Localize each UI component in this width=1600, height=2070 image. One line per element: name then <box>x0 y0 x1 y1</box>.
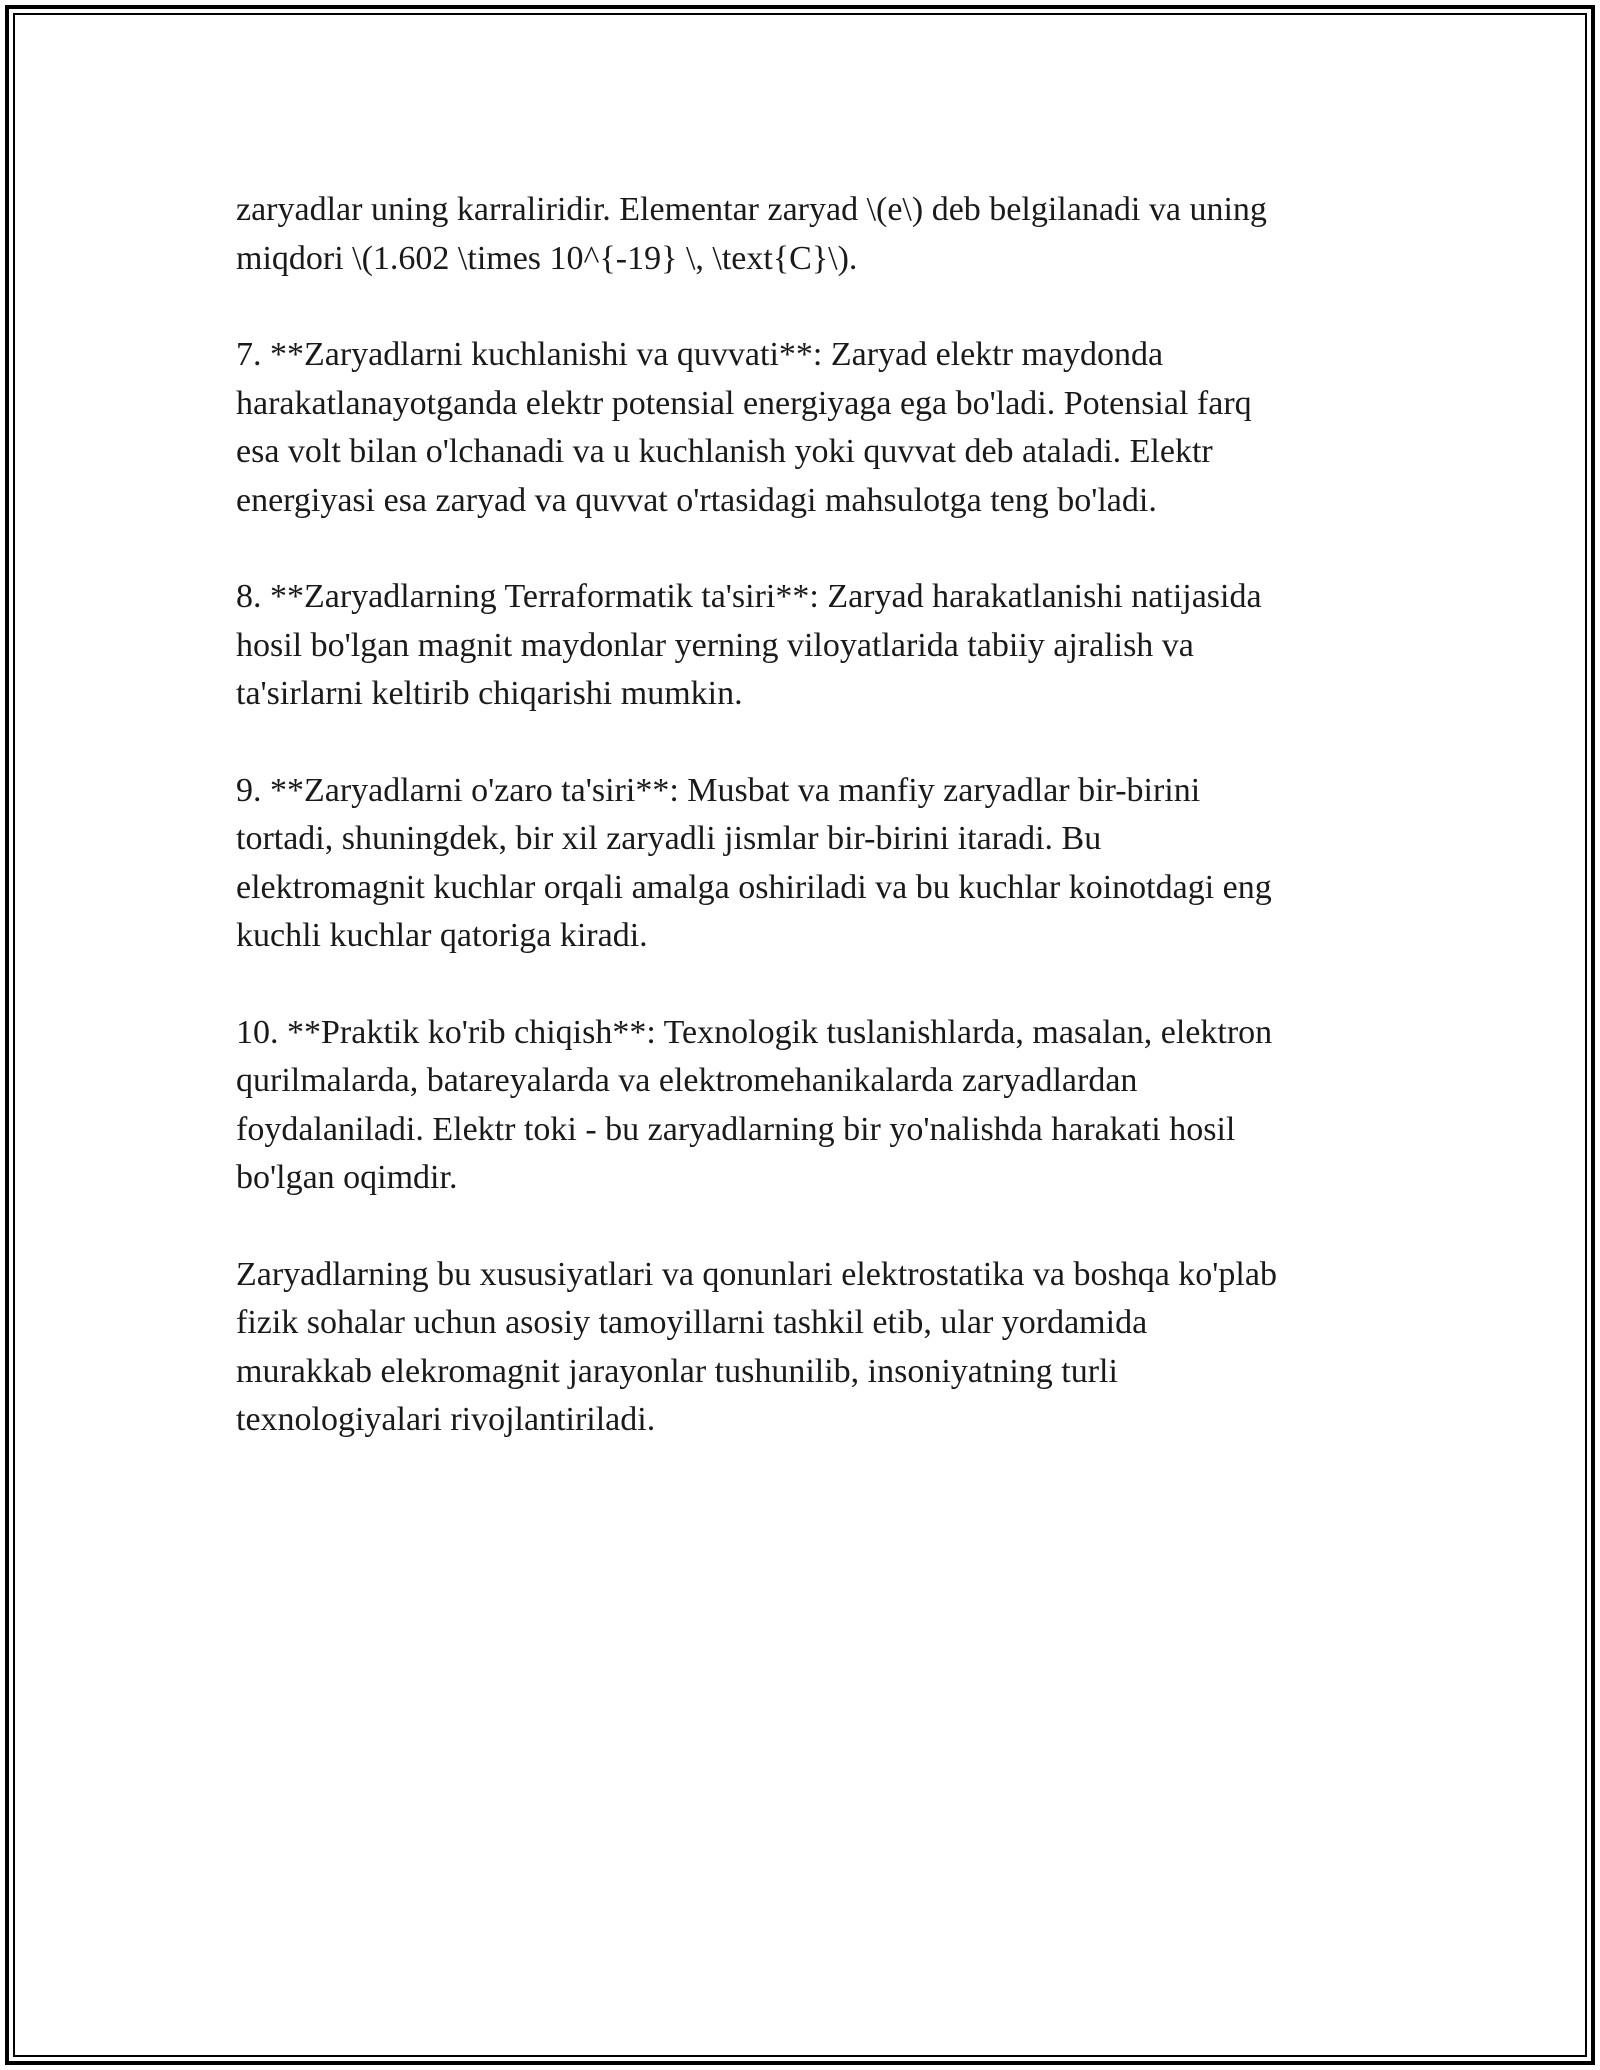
text-line: murakkab elekromagnit jarayonlar tushunilib, insoniyatning turli <box>236 1352 1118 1390</box>
text-line: energiyasi esa zaryad va quvvat o'rtasidagi mahsulotga teng bo'ladi. <box>236 481 1157 519</box>
text-line: hosil bo'lgan magnit maydonlar yerning viloyatlarida tabiiy ajralish va <box>236 626 1194 664</box>
text-line: miqdori \(1.602 \times 10^{-19} \, \text{C}\). <box>236 239 858 277</box>
document-body <box>236 186 1366 1493</box>
text-line: kuchli kuchlar qatoriga kiradi. <box>236 917 648 954</box>
text-line: 10. **Praktik ko'rib chiqish**: Texnologik tuslanishlarda, masalan, elektron <box>236 1013 1273 1051</box>
text-line: 9. **Zaryadlarni o'zaro ta'siri**: Musbat va manfiy zaryadlar bir-birini <box>236 771 1201 809</box>
text-line: harakatlanayotganda elektr potensial energiyaga ega bo'ladi. Potensial farq <box>236 384 1252 422</box>
text-line: tortadi, shuningdek, bir xil zaryadli jismlar bir-birini itaradi. Bu <box>236 820 1102 857</box>
text-line: elektromagnit kuchlar orqali amalga oshiriladi va bu kuchlar koinotdagi eng <box>236 868 1272 906</box>
paragraph-item-10 <box>236 1009 1366 1203</box>
paragraph-elementar-zaryad <box>236 186 1366 283</box>
text-line: qurilmalarda, batareyalarda va elektromehanikalarda zaryadlardan <box>236 1062 1138 1099</box>
paragraph-conclusion <box>236 1251 1366 1445</box>
text-line: texnologiyalari rivojlantiriladi. <box>236 1401 656 1438</box>
text-line: bo'lgan oqimdir. <box>236 1159 458 1196</box>
paragraph-item-8 <box>236 573 1366 719</box>
text-line: Zaryadlarning bu xususiyatlari va qonunlari elektrostatika va boshqa ko'plab <box>236 1255 1277 1293</box>
text-line: 8. **Zaryadlarning Terraformatik ta'siri**: Zaryad harakatlanishi natijasida <box>236 578 1262 615</box>
text-line: zaryadlar uning karraliridir. Elementar zaryad \(e\) deb belgilanadi va uning <box>236 191 1267 228</box>
text-line: ta'sirlarni keltirib chiqarishi mumkin. <box>236 675 743 712</box>
text-line: fizik sohalar uchun asosiy tamoyillarni tashkil etib, ular yordamida <box>236 1304 1148 1341</box>
paragraph-item-9 <box>236 767 1366 961</box>
text-line: 7. **Zaryadlarni kuchlanishi va quvvati**: Zaryad elektr maydonda <box>236 336 1164 373</box>
text-line: foydalaniladi. Elektr toki - bu zaryadlarning bir yo'nalishda harakati hosil <box>236 1110 1236 1148</box>
paragraph-item-7 <box>236 331 1366 525</box>
text-line: esa volt bilan o'lchanadi va u kuchlanish yoki quvvat deb ataladi. Elektr <box>236 433 1213 470</box>
